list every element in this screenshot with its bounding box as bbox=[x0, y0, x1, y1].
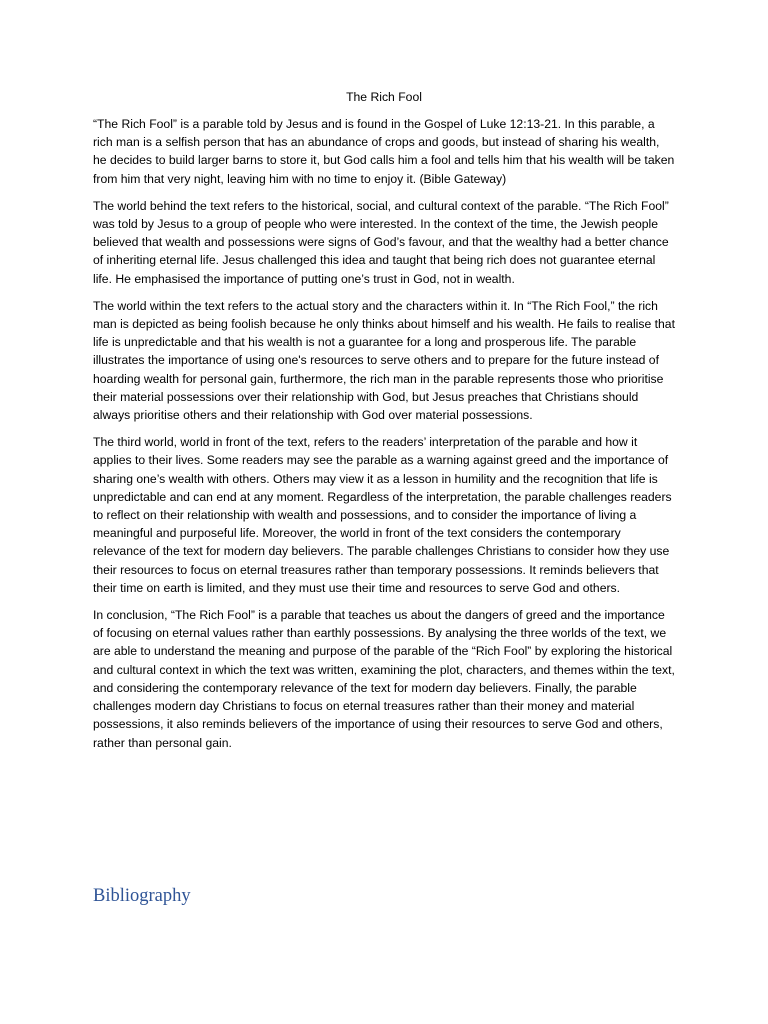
paragraph-world-in-front-of-text: The third world, world in front of the text, refers to the readers’ interpretation of the parable and how it applies to their lives. Some readers may see the parable as a warning against greed and the importance of sharing one’s wealth with others. Others may view it as a lesson in humility and the recognition that life is unpredictable and can end at any moment. Regardless of the interpretation, the parable challenges readers to reflect on their relationship with wealth and possessions, and to consider the importance of living a meaningful and purposeful life. Moreover, the world in front of the text considers the contemporary relevance of the text for modern day believers. The parable challenges Christians to consider how they use their resources to focus on eternal treasures rather than temporary possessions. It reminds believers that their time on earth is limited, and they must use their time and resources to serve God and others. bbox=[93, 435, 672, 595]
document-title: The Rich Fool bbox=[346, 90, 422, 104]
paragraph-world-behind-text: The world behind the text refers to the historical, social, and cultural context of the parable. “The Rich Fool” was told by Jesus to a group of people who were interested. In the context of the time, the Jewish people believed that wealth and possessions were signs of God’s favour, and that the wealthy had a better chance of inheriting eternal life. Jesus challenged this idea and taught that being rich does not guarantee eternal life. He emphasised the importance of putting one’s trust in God, not in wealth. bbox=[93, 198, 669, 286]
document-body bbox=[93, 115, 675, 761]
paragraph-world-within-text: The world within the text refers to the actual story and the characters within it. In “The Rich Fool,” the rich man is depicted as being foolish because he only thinks about himself and his wealth. He fails to realise that life is unpredictable and that his wealth is not a guarantee for a long and prosperous life. The parable illustrates the importance of using one's resources to serve others and to prepare for the future instead of hoarding wealth for personal gain, furthermore, the rich man in the parable represents those who prioritise their material possessions over their relationship with God, but Jesus preaches that Christians should always prioritise others and their relationship with God over material possessions. bbox=[93, 298, 675, 423]
paragraph-conclusion: In conclusion, “The Rich Fool” is a parable that teaches us about the dangers of greed and the importance of focusing on eternal values rather than earthly possessions. By analysing the three worlds of the text, we are able to understand the meaning and purpose of the parable of the “Rich Fool” by exploring the historical and cultural context in which the text was written, examining the plot, characters, and themes within the text, and considering the contemporary relevance of the text for modern day believers. Finally, the parable challenges modern day Christians to focus on eternal treasures rather than their money and material possessions, it also reminds believers of the importance of using their resources to serve God and others, rather than personal gain. bbox=[93, 608, 675, 750]
paragraph-introduction: “The Rich Fool” is a parable told by Jesus and is found in the Gospel of Luke 12:13-21. In this parable, a rich man is a selfish person that has an abundance of crops and goods, but instead of sharing his wealth, he decides to build larger barns to store it, but God calls him a fool and tells him that his wealth will be taken from him that very night, leaving him with no time to enjoy it. (Bible Gateway) bbox=[93, 117, 675, 186]
bibliography-heading: Bibliography bbox=[93, 886, 191, 906]
